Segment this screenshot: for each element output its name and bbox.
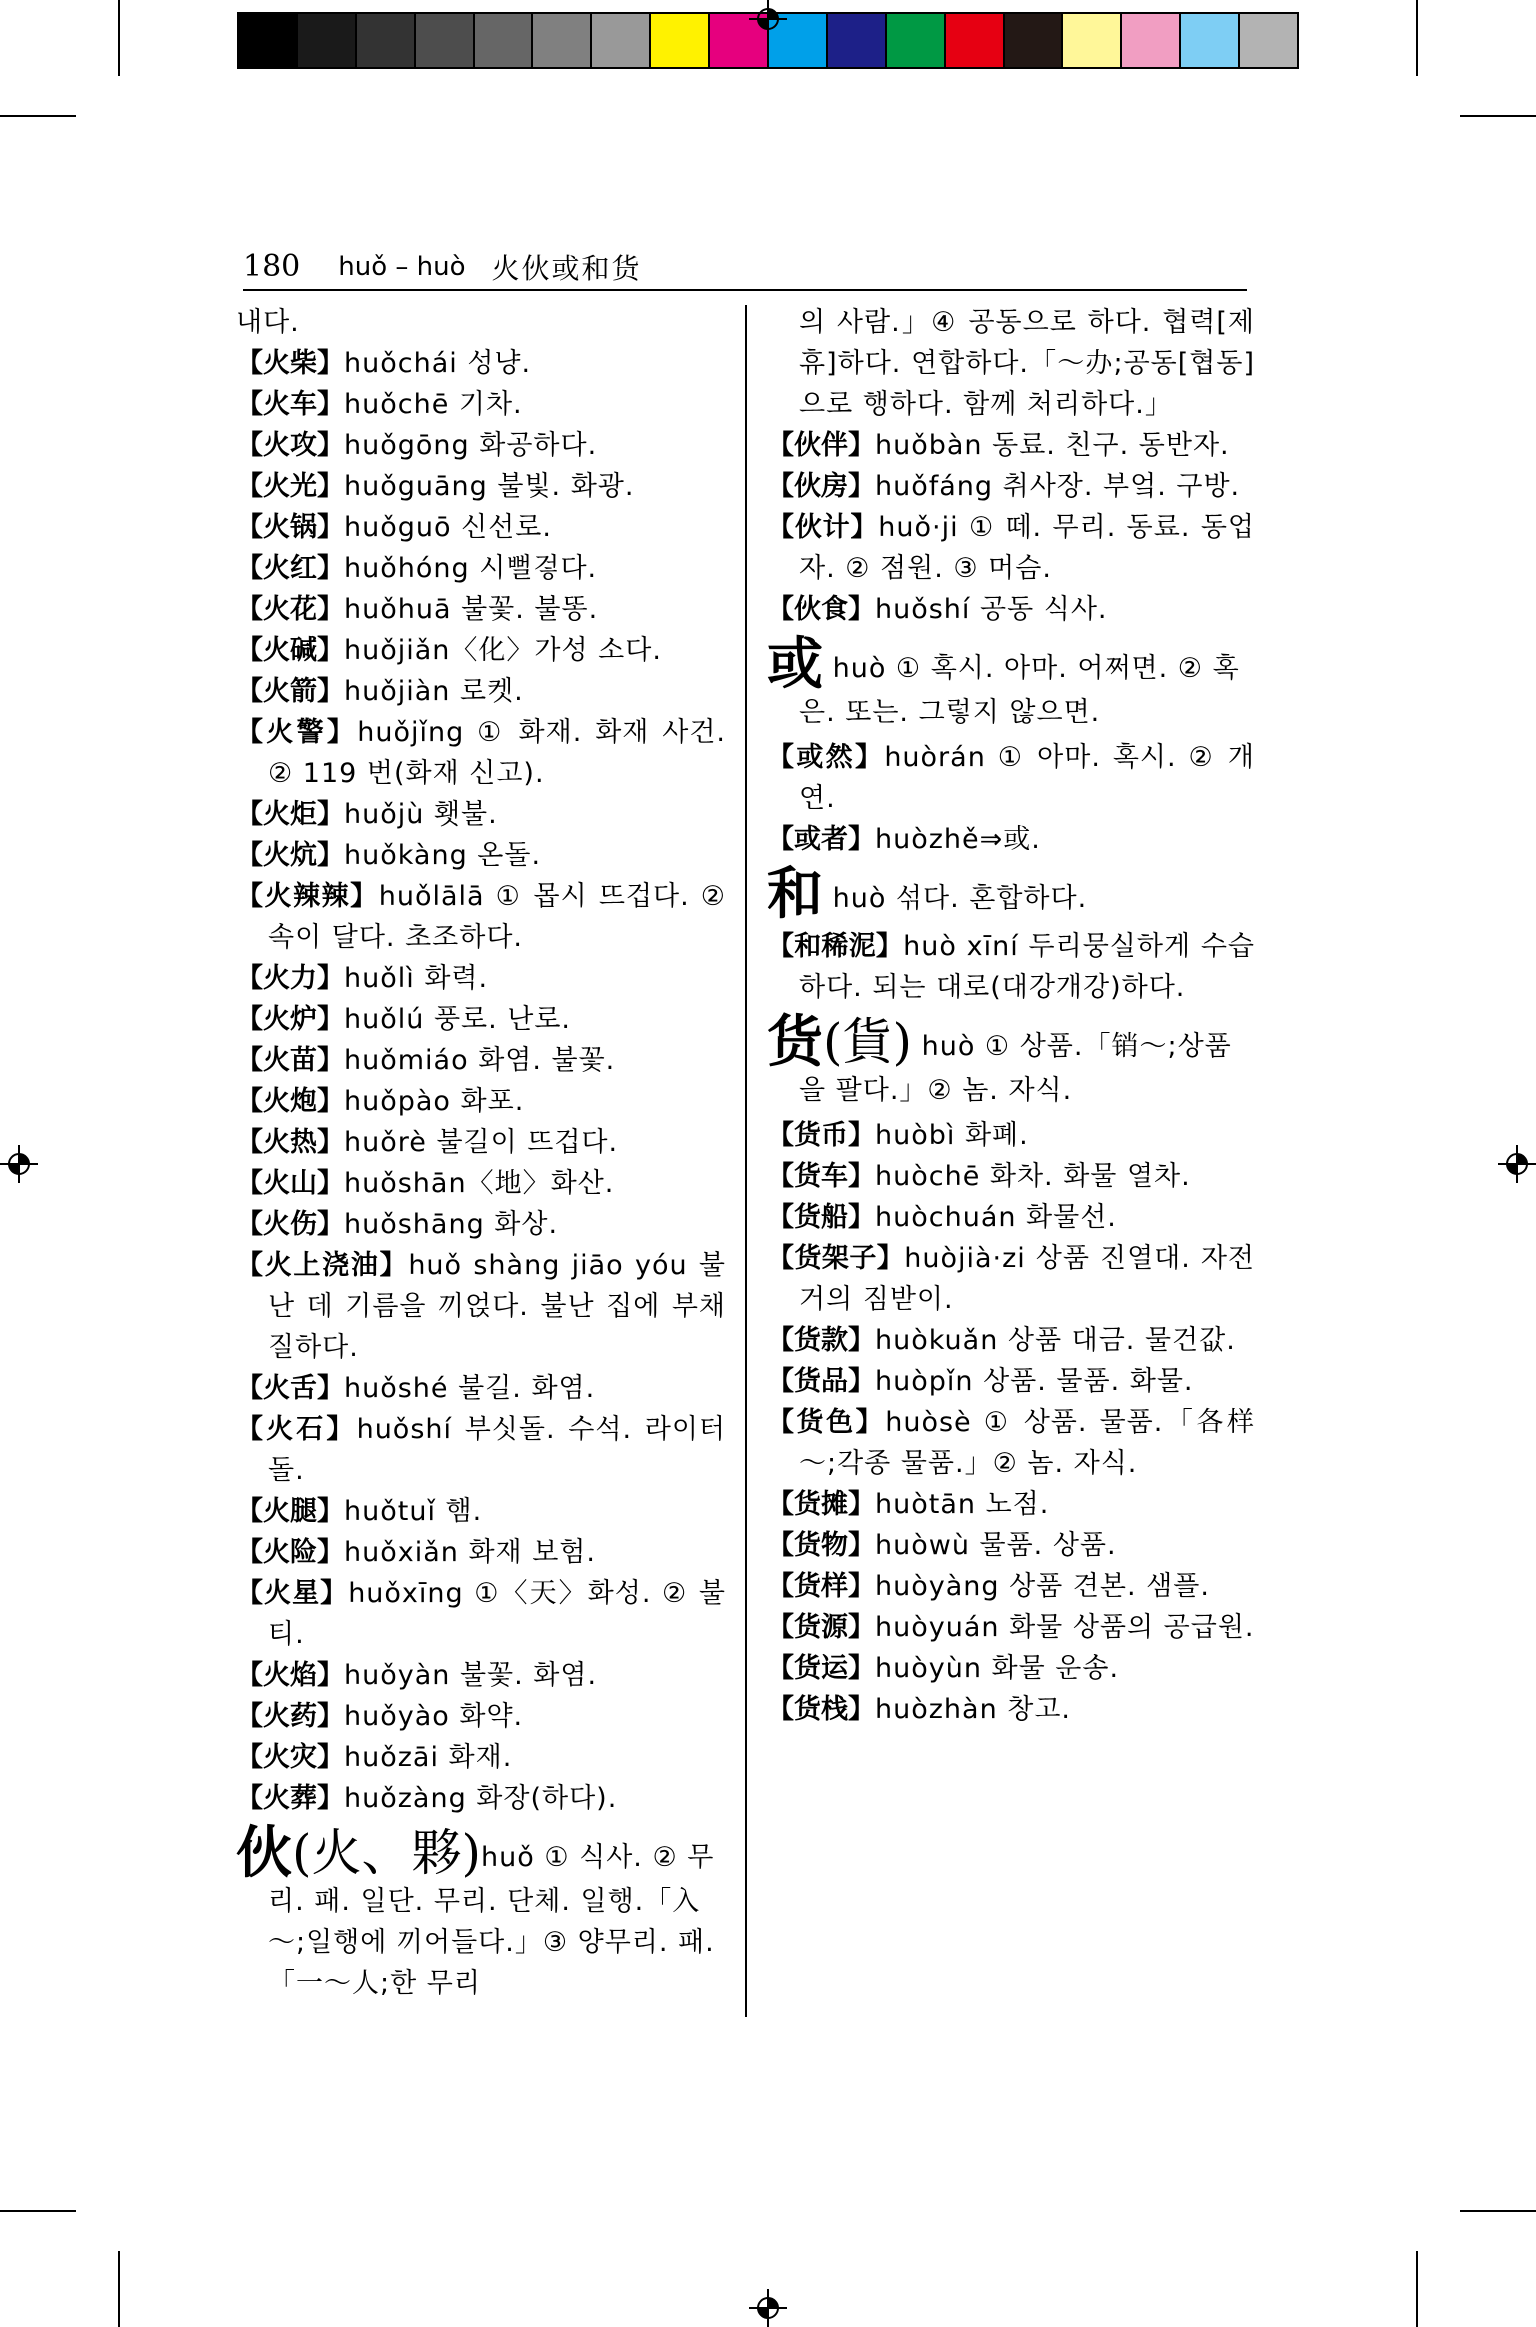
registration-mark-left [0, 1145, 38, 1183]
entry-headword: 【伙食】 [767, 594, 875, 625]
color-swatch [1122, 14, 1181, 67]
dictionary-entry [236, 1204, 726, 1245]
dictionary-entry [236, 384, 726, 425]
dictionary-entry [236, 589, 726, 630]
entry-headword: 【或然】 [767, 742, 885, 773]
entry-list-or [767, 737, 1255, 860]
dictionary-entry [767, 1525, 1255, 1566]
entry-headword: 【货架子】 [767, 1243, 905, 1274]
entry-definition: huòjià·zi 상품 진열대. 자전거의 짐받이. [799, 1243, 1256, 1315]
crop-mark [1416, 2251, 1418, 2327]
dictionary-entry [767, 1320, 1255, 1361]
entry-definition: huòchē 화차. 화물 열차. [875, 1161, 1191, 1192]
dictionary-entry [236, 1245, 726, 1368]
entry-definition: huòzhàn 창고. [875, 1694, 1072, 1725]
dictionary-entry [767, 1566, 1255, 1607]
entry-definition: huǒguāng 불빛. 화광. [344, 471, 635, 502]
entry-headword: 【火药】 [236, 1701, 344, 1732]
entry-definition: huòyàng 상품 견본. 샘플. [875, 1571, 1210, 1602]
entry-headword: 【火柴】 [236, 348, 344, 379]
color-swatch [828, 14, 887, 67]
dictionary-entry [236, 958, 726, 999]
definition: huò ① 상품.「销～;상품을 팔다.」② 놈. 자식. [799, 1031, 1232, 1106]
entry-definition: huòsè ① 상품. 물품.「各样～;각종 물품.」② 놈. 자식. [799, 1407, 1255, 1479]
color-swatch [1063, 14, 1122, 67]
dictionary-entry [236, 876, 726, 958]
dictionary-entry [236, 1573, 726, 1655]
color-swatch [416, 14, 475, 67]
entry-definition: huǒxiǎn 화재 보험. [344, 1537, 596, 1568]
pinyin-range: huǒ – huò [338, 251, 466, 282]
entry-definition: huòchuán 화물선. [875, 1202, 1117, 1233]
entry-headword: 【货栈】 [767, 1694, 875, 1725]
entry-definition: huǒjiàn 로켓. [344, 676, 524, 707]
entry-definition: huòzhě⇒或. [875, 824, 1041, 855]
left-column [236, 302, 726, 2008]
entry-definition: huǒguō 신선로. [344, 512, 552, 543]
dictionary-entry [236, 1368, 726, 1409]
entry-definition: huǒhóng 시뻘겋다. [344, 553, 598, 584]
entry-headword: 【火腿】 [236, 1496, 344, 1527]
definition: huò ① 혹시. 아마. 어쩌면. ② 혹은. 또는. 그렇지 않으면. [799, 653, 1240, 728]
entry-definition: huǒrè 불길이 뜨겁다. [344, 1127, 619, 1158]
entry-headword: 【货车】 [767, 1161, 875, 1192]
crop-mark [1460, 115, 1536, 117]
entry-headword: 【火攻】 [236, 430, 344, 461]
entry-headword: 【伙房】 [767, 471, 875, 502]
entry-definition: 내다. [236, 307, 300, 338]
color-swatch [1240, 14, 1297, 67]
continued-definition: 의 사람.」④ 공동으로 하다. 협력[제휴]하다. 연합하다.「～办;공동[협동]으로 행하다. 함께 처리하다.」 [799, 307, 1255, 420]
entry-headword: 【和稀泥】 [767, 931, 904, 962]
entry-definition: huǒshí 부싯돌. 수석. 라이터 돌. [268, 1414, 726, 1486]
entry-definition: huòpǐn 상품. 물품. 화물. [875, 1366, 1194, 1397]
entry-headword: 【货币】 [767, 1120, 875, 1151]
color-swatch [357, 14, 416, 67]
dictionary-entry [236, 1409, 726, 1491]
main-entry-goods [767, 1009, 1255, 1111]
entry-definition: huǒzāi 화재. [344, 1742, 513, 1773]
dictionary-entry [236, 302, 726, 343]
entry-headword: 【货船】 [767, 1202, 875, 1233]
entry-definition: huǒ·ji ① 떼. 무리. 동료. 동업자. ② 점원. ③ 머슴. [799, 512, 1255, 584]
color-swatch [887, 14, 946, 67]
color-swatch [475, 14, 534, 67]
entry-headword: 【火石】 [236, 1414, 357, 1445]
entry-definition: huǒchái 성냥. [344, 348, 532, 379]
entry-definition: huòyuán 화물 상품의 공급원. [875, 1612, 1255, 1643]
entry-headword: 【火伤】 [236, 1209, 344, 1240]
registration-mark-top [749, 0, 787, 38]
entry-headword: 【火光】 [236, 471, 344, 502]
dictionary-entry [767, 737, 1255, 819]
entry-headword: 【火舌】 [236, 1373, 344, 1404]
color-swatch [298, 14, 357, 67]
definition: huǒ ① 식사. ② 무리. 패. 일단. 무리. 단체. 일행.「入～;일행에 끼어들다.」③ 양무리. 패.「一～人;한 무리 [268, 1842, 715, 1999]
entry-headword: 【火苗】 [236, 1045, 344, 1076]
entry-definition: huǒyào 화약. [344, 1701, 524, 1732]
color-swatch [1181, 14, 1240, 67]
dictionary-entry [236, 1040, 726, 1081]
entry-definition: huǒkàng 온돌. [344, 840, 542, 871]
entry-headword: 【货款】 [767, 1325, 875, 1356]
dictionary-entry [767, 1361, 1255, 1402]
dictionary-entry [236, 712, 726, 794]
dictionary-entry [236, 794, 726, 835]
dictionary-entry [767, 1607, 1255, 1648]
entry-headword: 【货色】 [767, 1407, 886, 1438]
dictionary-entry [767, 1689, 1255, 1730]
entry-headword: 【火上浇油】 [236, 1250, 409, 1281]
entry-headword: 【或者】 [767, 824, 875, 855]
dictionary-entry [767, 1115, 1255, 1156]
entry-definition: huǒfáng 취사장. 부엌. 구방. [875, 471, 1241, 502]
dictionary-entry [236, 671, 726, 712]
entry-definition: huǒ shàng jiāo yóu 불난 데 기름을 끼얹다. 불난 집에 부채질하다. [268, 1250, 726, 1363]
entry-definition: huǒjù 횃불. [344, 799, 498, 830]
entry-headword: 【火花】 [236, 594, 344, 625]
dictionary-entry [767, 1156, 1255, 1197]
entry-headword: 【火炉】 [236, 1004, 344, 1035]
dictionary-entry [236, 466, 726, 507]
color-swatch [651, 14, 710, 67]
entry-definition: huǒshāng 화상. [344, 1209, 559, 1240]
entry-headword: 【火红】 [236, 553, 344, 584]
entry-headword: 【火炮】 [236, 1086, 344, 1117]
dictionary-entry [236, 1696, 726, 1737]
variant-forms: (火、夥) [292, 1824, 482, 1882]
entry-definition: huǒyàn 불꽃. 화염. [344, 1660, 598, 1691]
registration-mark-right [1498, 1145, 1536, 1183]
dictionary-entry [767, 1238, 1255, 1320]
dictionary-entry [236, 548, 726, 589]
column-divider [745, 305, 747, 2017]
dictionary-entry [767, 926, 1255, 1008]
entry-definition: huǒgōng 화공하다. [344, 430, 598, 461]
entry-definition: huǒchē 기차. [344, 389, 523, 420]
dictionary-entry [767, 1197, 1255, 1238]
entry-headword: 【火星】 [236, 1578, 349, 1609]
entry-list-he [767, 926, 1255, 1008]
entry-headword: 【伙伴】 [767, 430, 875, 461]
entry-headword: 【货源】 [767, 1612, 875, 1643]
entry-headword: 【货样】 [767, 1571, 875, 1602]
dictionary-entry [236, 1655, 726, 1696]
entry-definition: huǒzàng 화장(하다). [344, 1783, 618, 1814]
color-swatch [946, 14, 1005, 67]
entry-headword: 【火炕】 [236, 840, 344, 871]
color-swatch [1005, 14, 1064, 67]
entry-headword: 【火焰】 [236, 1660, 344, 1691]
crop-mark [0, 115, 76, 117]
entry-definition: huǒshí 공동 식사. [875, 594, 1108, 625]
main-headword: 或 [767, 631, 823, 697]
dictionary-entry [767, 1484, 1255, 1525]
entry-headword: 【货物】 [767, 1530, 875, 1561]
crop-mark [118, 0, 120, 76]
entry-definition: huǒshé 불길. 화염. [344, 1373, 596, 1404]
entry-headword: 【火车】 [236, 389, 344, 420]
dictionary-entry [236, 1163, 726, 1204]
header-characters: 火伙或和货 [491, 251, 642, 285]
entry-headword: 【火炬】 [236, 799, 344, 830]
dictionary-entry [236, 1778, 726, 1819]
dictionary-entry [236, 425, 726, 466]
entry-definition: huǒlālā ① 몹시 뜨겁다. ② 속이 달다. 초조하다. [268, 881, 726, 953]
dictionary-entry [767, 507, 1255, 589]
dictionary-entry [767, 1402, 1255, 1484]
entry-definition: huǒtuǐ 햄. [344, 1496, 483, 1527]
right-column [767, 302, 1255, 1730]
entry-headword: 【火葬】 [236, 1783, 344, 1814]
dictionary-entry [236, 999, 726, 1040]
entry-headword: 【火山】 [236, 1168, 344, 1199]
registration-mark-bottom [749, 2289, 787, 2327]
entry-headword: 【货品】 [767, 1366, 875, 1397]
dictionary-entry [236, 630, 726, 671]
color-swatch [592, 14, 651, 67]
dictionary-entry [767, 1648, 1255, 1689]
entry-headword: 【火箭】 [236, 676, 344, 707]
entry-headword: 【火锅】 [236, 512, 344, 543]
left-entry-list [236, 302, 726, 1819]
dictionary-entry [767, 425, 1255, 466]
entry-list-huo-partner [767, 425, 1255, 630]
dictionary-entry [236, 1122, 726, 1163]
variant-forms: (貨) [823, 1013, 913, 1071]
entry-headword: 【火热】 [236, 1127, 344, 1158]
dictionary-entry [236, 1737, 726, 1778]
entry-headword: 【火险】 [236, 1537, 344, 1568]
entry-definition: huòyùn 화물 운송. [875, 1653, 1120, 1684]
dictionary-entry [236, 1081, 726, 1122]
page-header [243, 244, 1247, 291]
dictionary-entry [767, 466, 1255, 507]
dictionary-entry [236, 507, 726, 548]
entry-definition: huǒjiǎn〈化〉가성 소다. [344, 635, 662, 666]
color-swatch [239, 14, 298, 67]
entry-headword: 【火灾】 [236, 1742, 344, 1773]
entry-definition: huò xīní 두리뭉실하게 수습하다. 되는 대로(대강개강)하다. [799, 931, 1255, 1003]
dictionary-entry [236, 835, 726, 876]
entry-list-goods [767, 1115, 1255, 1730]
dictionary-entry [767, 589, 1255, 630]
entry-definition: huǒpào 화포. [344, 1086, 525, 1117]
entry-definition: huòbì 화폐. [875, 1120, 1029, 1151]
main-headword: 和 [767, 861, 823, 927]
main-entry-or [767, 631, 1255, 733]
main-entry-he [767, 861, 1255, 927]
entry-headword: 【货运】 [767, 1653, 875, 1684]
entry-headword: 【伙计】 [767, 512, 879, 543]
dictionary-entry [767, 819, 1255, 860]
entry-definition: huǒbàn 동료. 친구. 동반자. [875, 430, 1230, 461]
entry-definition: huǒhuā 불꽃. 불똥. [344, 594, 599, 625]
page-number: 180 [243, 249, 301, 284]
entry-definition: huǒshān〈地〉화산. [344, 1168, 615, 1199]
crop-mark [1460, 2210, 1536, 2212]
entry-definition: huòkuǎn 상품 대금. 물건값. [875, 1325, 1236, 1356]
entry-definition: huǒlì 화력. [344, 963, 489, 994]
entry-definition: huòtān 노점. [875, 1489, 1050, 1520]
entry-definition: huǒjǐng ① 화재. 화재 사건. ② 119 번(화재 신고). [268, 717, 726, 789]
crop-mark [1416, 0, 1418, 76]
entry-headword: 【火警】 [236, 717, 358, 748]
main-headword: 伙 [236, 1820, 292, 1886]
entry-headword: 【火碱】 [236, 635, 344, 666]
entry-definition: huòrán ① 아마. 혹시. ② 개연. [799, 742, 1255, 814]
color-swatch [533, 14, 592, 67]
main-entry-huo-partner [236, 1820, 726, 2004]
dictionary-entry [236, 1491, 726, 1532]
entry-definition: huòwù 물품. 상품. [875, 1530, 1117, 1561]
entry-definition: huǒlú 풍로. 난로. [344, 1004, 572, 1035]
entry-headword: 【火力】 [236, 963, 344, 994]
main-headword: 货 [767, 1009, 823, 1075]
dictionary-entry [236, 343, 726, 384]
dictionary-entry [236, 1532, 726, 1573]
entry-definition: huǒxīng ①〈天〉화성. ② 불티. [268, 1578, 727, 1650]
entry-headword: 【货摊】 [767, 1489, 875, 1520]
entry-definition: huǒmiáo 화염. 불꽃. [344, 1045, 616, 1076]
crop-mark [118, 2251, 120, 2327]
crop-mark [0, 2210, 76, 2212]
entry-headword: 【火辣辣】 [236, 881, 379, 912]
definition: huò 섞다. 혼합하다. [832, 883, 1088, 914]
